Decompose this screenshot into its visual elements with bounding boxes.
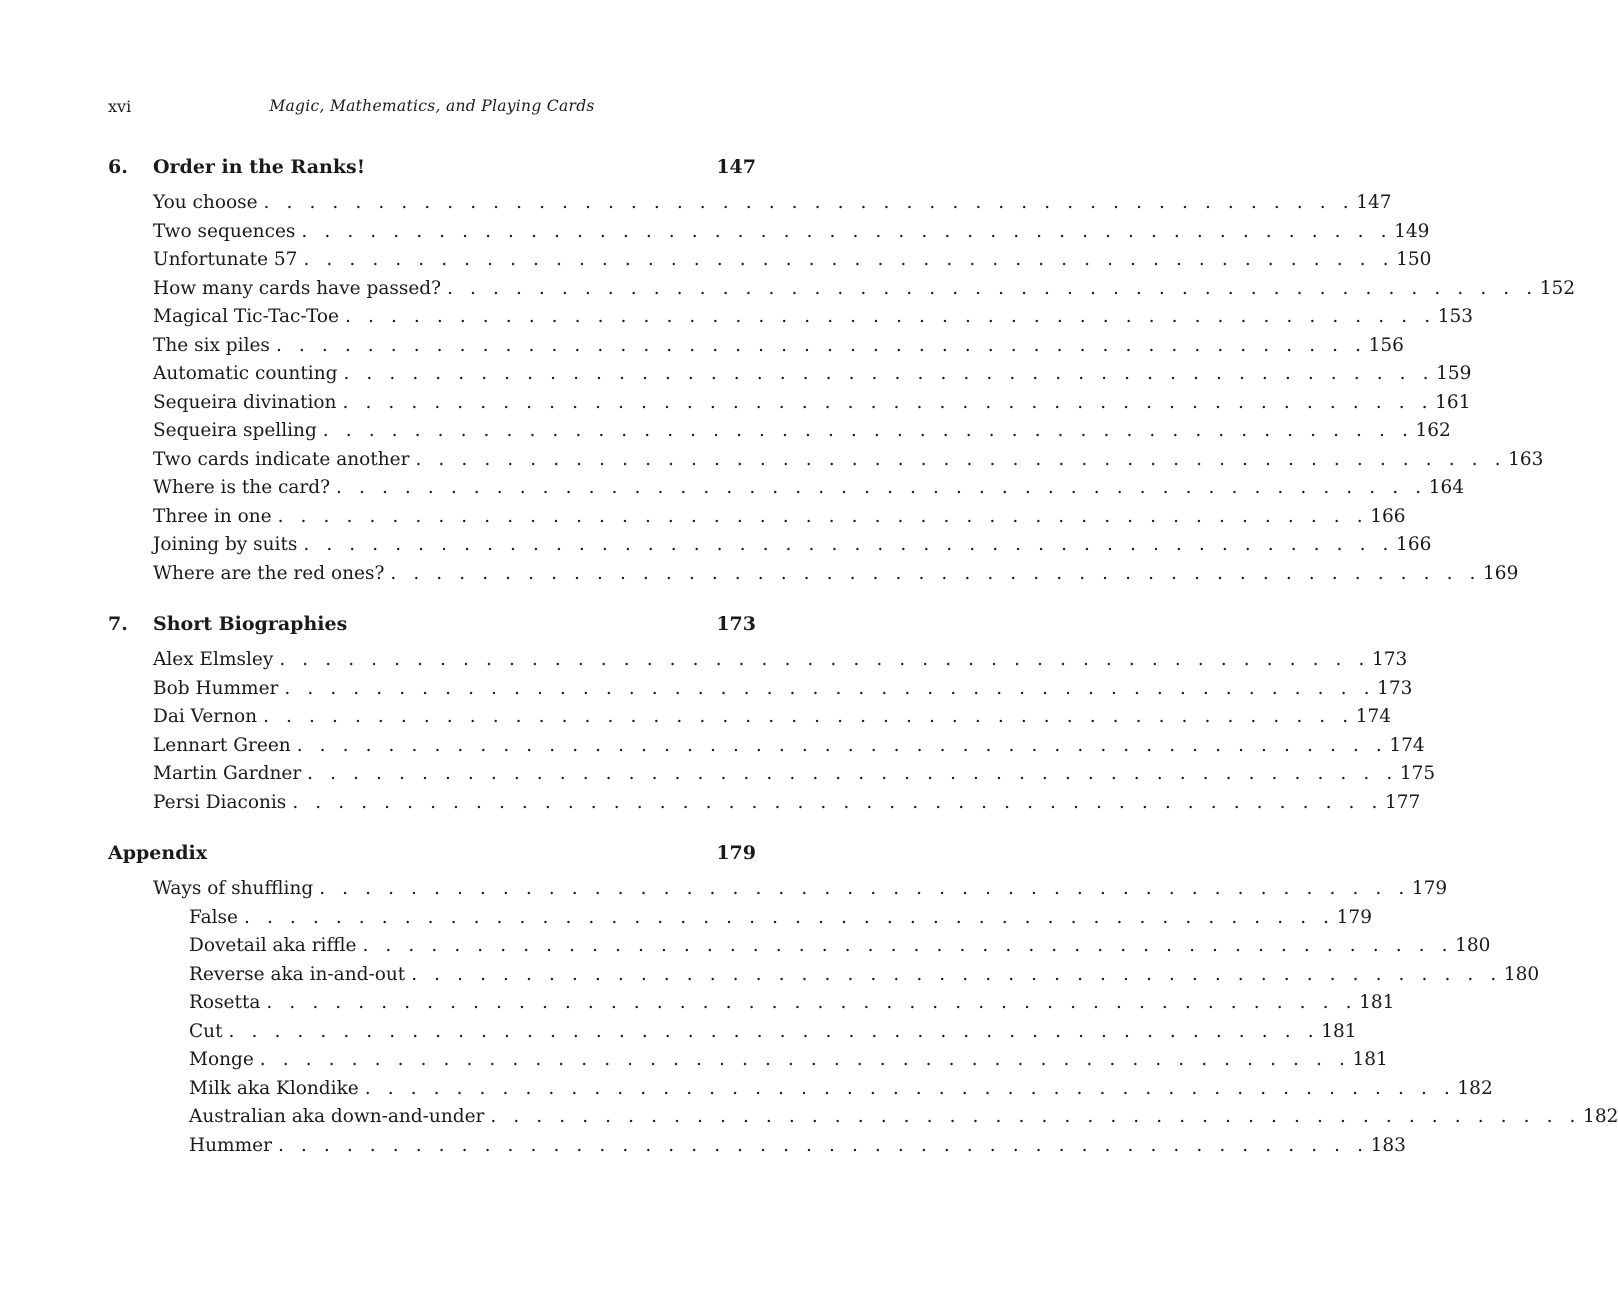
toc-entry[interactable] <box>108 875 1448 904</box>
entry-page: 149 <box>1394 220 1430 242</box>
appendix <box>108 839 1618 1160</box>
entry-label: Magical Tic-Tac-Toe <box>153 306 340 327</box>
entry-label: Monge <box>189 1049 254 1070</box>
entry-label: Dai Vernon <box>153 706 258 727</box>
entry-label: Two cards indicate another <box>153 448 410 470</box>
chapter-title: Order in the Ranks! <box>153 156 366 178</box>
dot-leader: . . . . . . . . . . . . . . . . . . . . . . . . . . . . . . . . . . . . . . . . . . . . . . . . <box>263 706 1354 727</box>
dot-leader: . . . . . . . . . . . . . . . . . . . . . . . . . . . . . . . . . . . . . . . . . . . . . . . . <box>228 1020 1320 1042</box>
dot-leader: . . . . . . . . . . . . . . . . . . . . . . . . . . . . . . . . . . . . . . . . . . . . . . . . <box>364 1077 1456 1099</box>
chapter-6 <box>108 153 1576 588</box>
entry-label: Reverse aka in-and-out <box>189 963 406 985</box>
entry-label: Martin Gardner <box>153 763 302 784</box>
entry-page: 177 <box>1384 791 1421 813</box>
toc-subentry[interactable] <box>108 989 1395 1018</box>
dot-leader: . . . . . . . . . . . . . . . . . . . . . . . . . . . . . . . . . . . . . . . . . . . . . . . . <box>447 277 1538 299</box>
dot-leader: . . . . . . . . . . . . . . . . . . . . . . . . . . . . . . . . . . . . . . . . . . . . . . . . <box>303 534 1395 555</box>
entry-page: 174 <box>1389 734 1425 756</box>
toc-entry[interactable] <box>108 275 1576 304</box>
entry-label: Sequeira divination <box>153 391 337 413</box>
entry-label: Australian aka down-and-under <box>189 1106 485 1127</box>
dot-leader: . . . . . . . . . . . . . . . . . . . . . . . . . . . . . . . . . . . . . . . . . . . . . . . . <box>243 906 1335 928</box>
toc-subentry[interactable] <box>108 1075 1493 1104</box>
toc-entry[interactable] <box>108 474 1464 503</box>
entry-label: Where are the red ones? <box>153 562 385 584</box>
table-of-contents <box>108 153 1618 1182</box>
entry-label: Persi Diaconis <box>153 791 287 813</box>
toc-entry[interactable] <box>108 189 1392 218</box>
dot-leader: . . . . . . . . . . . . . . . . . . . . . . . . . . . . . . . . . . . . . . . . . . . . . . . . <box>390 562 1482 584</box>
chapter-number: 7. <box>108 613 128 635</box>
toc-subentry[interactable] <box>108 961 1540 990</box>
toc-entry[interactable] <box>108 646 1408 675</box>
dot-leader: . . . . . . . . . . . . . . . . . . . . . . . . . . . . . . . . . . . . . . . . . . . . . . . . <box>322 420 1414 441</box>
entry-page: 181 <box>1352 1049 1388 1070</box>
entry-page: 163 <box>1508 448 1544 470</box>
entry-label: Hummer <box>189 1134 272 1156</box>
chapter-7 <box>108 610 1436 817</box>
dot-leader: . . . . . . . . . . . . . . . . . . . . . . . . . . . . . . . . . . . . . . . . . . . . . . . . <box>303 249 1395 270</box>
dot-leader: . . . . . . . . . . . . . . . . . . . . . . . . . . . . . . . . . . . . . . . . . . . . . . . . <box>307 763 1398 784</box>
running-head <box>108 97 756 119</box>
entry-label: Automatic counting <box>153 363 338 384</box>
toc-entry[interactable] <box>108 675 1413 704</box>
chapter-heading[interactable] <box>108 153 756 181</box>
entry-page: 166 <box>1370 505 1406 527</box>
entry-page: 175 <box>1399 763 1436 784</box>
entry-label: Unfortunate 57 <box>153 249 298 270</box>
entry-page: 181 <box>1321 1020 1357 1042</box>
entry-page: 181 <box>1359 992 1395 1013</box>
chapter-title: Appendix <box>108 842 208 864</box>
toc-entry[interactable] <box>108 303 1473 332</box>
dot-leader: . . . . . . . . . . . . . . . . . . . . . . . . . . . . . . . . . . . . . . . . . . . . . . . . <box>301 220 1393 242</box>
toc-entry[interactable] <box>108 417 1451 446</box>
entry-page: 183 <box>1370 1134 1406 1156</box>
dot-leader: . . . . . . . . . . . . . . . . . . . . . . . . . . . . . . . . . . . . . . . . . . . . . . . . <box>319 878 1410 899</box>
dot-leader: . . . . . . . . . . . . . . . . . . . . . . . . . . . . . . . . . . . . . . . . . . . . . . . . <box>345 306 1436 327</box>
chapter-heading[interactable] <box>108 610 756 638</box>
entry-label: Joining by suits <box>153 534 298 555</box>
dot-leader: . . . . . . . . . . . . . . . . . . . . . . . . . . . . . . . . . . . . . . . . . . . . . . . . <box>266 992 1358 1013</box>
entry-label: Sequeira spelling <box>153 420 317 441</box>
toc-subentry[interactable] <box>108 932 1491 961</box>
toc-entry[interactable] <box>108 360 1472 389</box>
entry-label: Lennart Green <box>153 734 291 756</box>
entry-label: Cut <box>189 1020 223 1042</box>
entry-page: 147 <box>1356 192 1392 213</box>
dot-leader: . . . . . . . . . . . . . . . . . . . . . . . . . . . . . . . . . . . . . . . . . . . . . . . . <box>279 649 1370 670</box>
entry-page: 180 <box>1455 935 1491 956</box>
entry-label: Alex Elmsley <box>153 649 274 670</box>
dot-leader: . . . . . . . . . . . . . . . . . . . . . . . . . . . . . . . . . . . . . . . . . . . . . . . . <box>277 1134 1369 1156</box>
entry-page: 179 <box>1336 906 1372 928</box>
entry-page: 164 <box>1428 477 1464 498</box>
dot-leader: . . . . . . . . . . . . . . . . . . . . . . . . . . . . . . . . . . . . . . . . . . . . . . . . <box>343 363 1435 384</box>
chapter-page: 147 <box>716 156 756 178</box>
toc-entry[interactable] <box>108 703 1392 732</box>
dot-leader: . . . . . . . . . . . . . . . . . . . . . . . . . . . . . . . . . . . . . . . . . . . . . . . . <box>342 391 1434 413</box>
entry-page: 156 <box>1368 334 1404 356</box>
toc-entry[interactable] <box>108 560 1519 589</box>
entry-page: 180 <box>1503 963 1540 985</box>
entry-label: Ways of shuffling <box>153 878 314 899</box>
chapter-title: Short Biographies <box>153 613 348 635</box>
toc-entry[interactable] <box>108 760 1436 789</box>
dot-leader: . . . . . . . . . . . . . . . . . . . . . . . . . . . . . . . . . . . . . . . . . . . . . . . . <box>277 505 1369 527</box>
entry-page: 169 <box>1483 562 1519 584</box>
chapter-page: 179 <box>716 842 756 864</box>
chapter-page: 173 <box>716 613 756 635</box>
toc-entry[interactable] <box>108 503 1406 532</box>
entry-page: 159 <box>1436 363 1472 384</box>
toc-entry[interactable] <box>108 732 1425 761</box>
entry-label: Two sequences <box>153 220 296 242</box>
entry-label: How many cards have passed? <box>153 277 442 299</box>
dot-leader: . . . . . . . . . . . . . . . . . . . . . . . . . . . . . . . . . . . . . . . . . . . . . . . . <box>275 334 1367 356</box>
toc-entry[interactable] <box>108 218 1430 247</box>
entry-page: 162 <box>1415 420 1451 441</box>
entry-label: False <box>189 906 238 928</box>
toc-subentry[interactable] <box>108 904 1372 933</box>
entry-label: You choose <box>153 192 258 213</box>
entry-label: Dovetail aka riffle <box>189 935 357 956</box>
entry-page: 173 <box>1372 649 1408 670</box>
entry-page: 173 <box>1377 677 1413 699</box>
entry-label: Rosetta <box>189 992 261 1013</box>
toc-subentry[interactable] <box>108 1018 1357 1047</box>
dot-leader: . . . . . . . . . . . . . . . . . . . . . . . . . . . . . . . . . . . . . . . . . . . . . . . . <box>263 192 1355 213</box>
book-title: Magic, Mathematics, and Playing Cards <box>269 97 595 115</box>
entry-label: The six piles <box>153 334 270 356</box>
entry-label: Milk aka Klondike <box>189 1077 359 1099</box>
dot-leader: . . . . . . . . . . . . . . . . . . . . . . . . . . . . . . . . . . . . . . . . . . . . . . . . <box>292 791 1383 813</box>
dot-leader: . . . . . . . . . . . . . . . . . . . . . . . . . . . . . . . . . . . . . . . . . . . . . . . . <box>284 677 1376 699</box>
toc-entry[interactable] <box>108 789 1421 818</box>
toc-entry[interactable] <box>108 332 1404 361</box>
chapter-heading[interactable] <box>108 839 756 867</box>
entry-label: Bob Hummer <box>153 677 279 699</box>
dot-leader: . . . . . . . . . . . . . . . . . . . . . . . . . . . . . . . . . . . . . . . . . . . . . . . . <box>259 1049 1351 1070</box>
entry-label: Where is the card? <box>153 477 331 498</box>
entry-page: 166 <box>1396 534 1432 555</box>
entry-page: 161 <box>1435 391 1471 413</box>
entry-page: 152 <box>1539 277 1576 299</box>
entry-page: 179 <box>1411 878 1448 899</box>
toc-entry[interactable] <box>108 531 1432 560</box>
dot-leader: . . . . . . . . . . . . . . . . . . . . . . . . . . . . . . . . . . . . . . . . . . . . . . . . <box>490 1106 1582 1127</box>
toc-entry[interactable] <box>108 446 1544 475</box>
entry-page: 174 <box>1355 706 1392 727</box>
chapter-number: 6. <box>108 156 128 178</box>
entry-page: 153 <box>1437 306 1473 327</box>
toc-entry[interactable] <box>108 389 1471 418</box>
toc-subentry[interactable] <box>108 1103 1618 1132</box>
dot-leader: . . . . . . . . . . . . . . . . . . . . . . . . . . . . . . . . . . . . . . . . . . . . . . . . <box>336 477 1427 498</box>
toc-subentry[interactable] <box>108 1132 1406 1161</box>
dot-leader: . . . . . . . . . . . . . . . . . . . . . . . . . . . . . . . . . . . . . . . . . . . . . . . . <box>415 448 1507 470</box>
dot-leader: . . . . . . . . . . . . . . . . . . . . . . . . . . . . . . . . . . . . . . . . . . . . . . . . <box>296 734 1388 756</box>
dot-leader: . . . . . . . . . . . . . . . . . . . . . . . . . . . . . . . . . . . . . . . . . . . . . . . . <box>362 935 1454 956</box>
entry-page: 182 <box>1583 1106 1618 1127</box>
entry-page: 182 <box>1457 1077 1493 1099</box>
toc-subentry[interactable] <box>108 1046 1388 1075</box>
page-number: xvi <box>108 97 132 116</box>
toc-entry[interactable] <box>108 246 1432 275</box>
entry-page: 150 <box>1396 249 1432 270</box>
entry-label: Three in one <box>153 505 272 527</box>
dot-leader: . . . . . . . . . . . . . . . . . . . . . . . . . . . . . . . . . . . . . . . . . . . . . . . . <box>411 963 1502 985</box>
